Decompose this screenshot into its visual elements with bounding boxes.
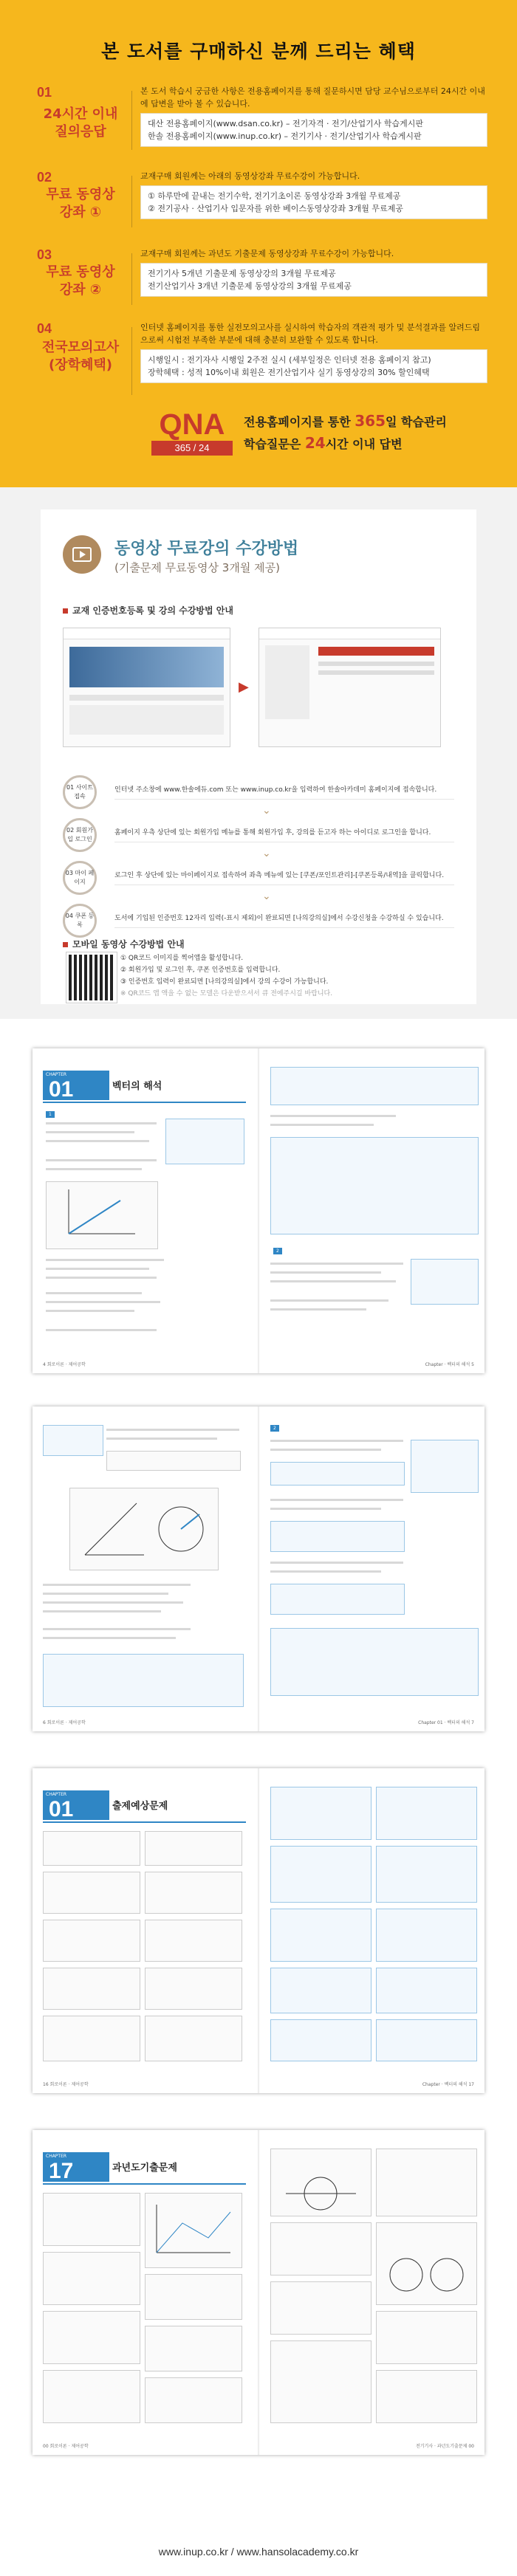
figure-box [145,2193,242,2268]
right-page [263,2130,485,2455]
divider [131,91,132,150]
benefit-item-2 [37,170,480,229]
left-page [32,1768,254,2093]
left-page [32,1407,254,1731]
website-screenshot-home [63,628,230,747]
benefits-title: 본 도서를 구매하신 분께 드리는 혜택 [101,41,416,62]
chapter-title: 출제예상문제 [112,1801,168,1812]
benefit-title: 24시간 이내 질의응답 [43,106,118,140]
section-tag: 1 [46,1111,55,1118]
qna-logo: QNA 365 / 24 [151,410,233,457]
example-box [43,1654,244,1707]
benefits-section [0,0,517,487]
benefit-body: 본 도서 학습시 궁금한 사항은 전용홈페이지를 통해 질문하시면 담당 교수님으로부터 24시간 이내에 답변을 받아 볼 수 있습니다. 대산 전용홈페이지(www.dsan.co.kr) – 전기자격 · 전기/산업기사 학습게시판 한솔 전용홈페이지(www.inup.co.kr) – 전기기사 · 전기/산업기사 학습게시판 [140,85,487,147]
benefit-box: 대산 전용홈페이지(www.dsan.co.kr) – 전기자격 · 전기/산업기사 학습게시판 한솔 전용홈페이지(www.inup.co.kr) – 전기기사 · 전기/산업기사 학습게시판 [140,113,487,147]
mobile-instructions: ① QR코드 이미지를 찍어앱을 활성합니다. ② 회원가입 및 로그인 후, 쿠폰 인증번호를 입력합니다. ③ 인증번호 입력이 완료되면 [나의강의실]에서 강의 수강이 가능합니다. ※ QR코드 앱 액을 수 없는 모델은 다운받으셔서 큐 전에주시길 바랍니다. [120,955,333,997]
page-footer: 4 회로이론 · 제어공학 [43,1362,86,1367]
chapter-ribbon: CHAPTER 17 [43,2152,109,2182]
benefit-body: 인터넷 홈페이지를 통한 실전모의고사를 실시하여 학습자의 객관적 평가 및 분석결과를 알려드림으로써 시험전 부족한 부분에 대해 충분히 보완할 수 있도록 합니다. 시행일시 : 전기자사 시행일 2주전 실시 (세부일정은 인터넷 전용 홈페이지 참고) 장학혜택 : 성적 10%이내 회원은 전기산업기사 실기 동영상강의 30% 할인혜택 [140,321,487,383]
guide-section-heading: 교재 인증번호등록 및 강의 수강방법 안내 [63,604,233,616]
benefit-number: 04 [37,321,52,336]
page-footer: Chapter · 벡터의 해석 5 [425,1362,474,1367]
note-box [411,1440,479,1493]
benefit-item-3 [37,247,480,306]
chevron-down-icon: ⌄ [262,890,271,902]
benefit-body: 교재구매 회원께는 아래의 동영상강좌 무료수강이 가능합니다. ① 하루만에 끝내는 전기수학, 전기기초이론 동영상강좌 3개월 무료제공 ② 전기공사 · 산업기사 입문자를 위한 베이스동영상강좌 3개월 무료제공 [140,170,487,219]
chapter-ribbon: CHAPTER 01 [43,1790,109,1820]
video-play-icon [63,535,101,574]
figure-box [46,1181,158,1249]
note-box [43,1425,103,1456]
benefit-box: 시행일시 : 전기자사 시행일 2주전 실시 (세부일정은 인터넷 전용 홈페이지 참고) 장학혜택 : 성적 10%이내 회원은 전기산업기사 실기 동영상강의 30% 할인혜택 [140,349,487,383]
chapter-title: 과년도기출문제 [112,2163,177,2174]
section-tag: 2 [273,1248,282,1254]
benefit-title: 전국모의고사 (장학혜택) [41,340,120,373]
benefit-box: ① 하루만에 끝내는 전기수학, 전기기초이론 동영상강좌 3개월 무료제공 ② 전기공사 · 산업기사 입문자를 위한 베이스동영상강좌 3개월 무료제공 [140,185,487,219]
page-footer: 16 회로이론 · 제어공학 [43,2082,89,2087]
example-box [270,1137,479,1234]
benefit-body: 교재구매 회원께는 과년도 기출문제 동영상강좌 무료수강이 가능합니다. 전기기사 5개년 기출문제 동영상강의 3개월 무료제공 전기산업기사 3개년 기출문제 동영상강의 3개월 무료제공 [140,247,487,297]
note-box [165,1119,244,1164]
divider [131,176,132,227]
guide-title: 동영상 무료강의 수강방법 [114,540,299,558]
benefit-title: 무료 동영상 강좌 ① [46,187,115,220]
benefit-item-1 [37,85,485,151]
figure-box [376,2222,477,2305]
page-footer: 전기기사 · 과년도기출문제 00 [415,2444,474,2449]
guide-subtitle: (기출문제 무료동영상 3개월 제공) [114,561,280,574]
page-footer: 6 회로이론 · 제어공학 [43,1720,86,1725]
divider [131,253,132,305]
guide-section-heading: 모바일 동영상 수강방법 안내 [63,938,185,950]
page-footer: Chapter 01 · 벡터의 해석 7 [418,1720,474,1725]
qna-text: 전용홈페이지를 통한 365일 학습관리 학습질문은 24시간 이내 답변 [244,412,447,452]
benefit-box: 전기기사 5개년 기출문제 동영상강의 3개월 무료제공 전기산업기사 3개년 기출문제 동영상강의 3개월 무료제공 [140,263,487,297]
page-footer: 00 회로이론 · 제어공학 [43,2444,89,2449]
chevron-down-icon: ⌄ [262,848,271,859]
page-spread-2 [32,1407,485,1731]
note-box [411,1259,479,1305]
page-spread-3 [32,1768,485,2093]
formula-box [270,1067,479,1105]
benefit-number: 02 [37,170,52,185]
benefit-item-4 [37,321,480,395]
benefit-title: 무료 동영상 강좌 ② [46,264,115,298]
section-tag: 2 [270,1425,279,1432]
benefit-number: 03 [37,247,52,262]
right-page [263,1768,485,2093]
figure-box [69,1488,219,1570]
left-page [32,2130,254,2455]
footer-url: www.inup.co.kr / www.hansolacademy.co.kr [158,2546,359,2558]
right-page [263,1407,485,1731]
lecture-guide: 동영상 무료강의 수강방법 (기출문제 무료동영상 3개월 제공) 교재 인증번호등록 및 강의 수강방법 안내 ▶ 01 사이트 접속 인터넷 주소창에 www.한솔에듀.com 또는 www.inup.co.kr을 입력하여 한솔아카데미 홈페이지에 접속합니다. ⌄ 02 회원가입 로그인 홈페이지 우측 상단에 있는 회원가입 메뉴를 통해 회원가입 후, 강의를 듣고자 하는 아이디로 로그인을 합니다. ⌄ 03 마이 페이지 로그인 후 상단에 있는 마이페이지로 접속하여 좌측 메뉴에 있는 [쿠폰/포인트관리]-[쿠폰등록/내역]을 클릭합니다. ⌄ 04 쿠폰 등록 도서에 기입된 인증번호 12자리 입력(-표시 제외)이 완료되면 [나의강의실]에서 수강신청을 수강하실 수 있습니다. 모바일 동영상 수강방법 안내 ① QR코드 이미지를 찍어앱을 활성합니다. ② 회원가입 및 로그인 후, 쿠폰 인증번호를 입력합니다. ③ 인증번호 입력이 완료되면 [나의강의실]에서 강의 수강이 가능합니다. ※ QR코드 앱 액을 수 없는 모델은 다운받으셔서 큐 전에주시길 바랍니다. [41,509,476,1004]
arrow-right-icon: ▶ [239,679,249,695]
divider [131,327,132,395]
left-page [32,1048,254,1373]
chapter-title: 벡터의 해석 [112,1081,162,1092]
figure-box [270,2149,372,2216]
benefit-number: 01 [37,85,52,100]
chapter-ribbon: CHAPTER 01 [43,1071,109,1100]
page-spread-4 [32,2130,485,2455]
website-screenshot-coupon [258,628,441,747]
page-footer: Chapter · 벡터의 해석 17 [422,2082,474,2087]
right-page [263,1048,485,1373]
page-spread-1 [32,1048,485,1373]
qr-code-icon [66,952,117,1003]
chevron-down-icon: ⌄ [262,805,271,817]
example-box [270,1628,479,1696]
